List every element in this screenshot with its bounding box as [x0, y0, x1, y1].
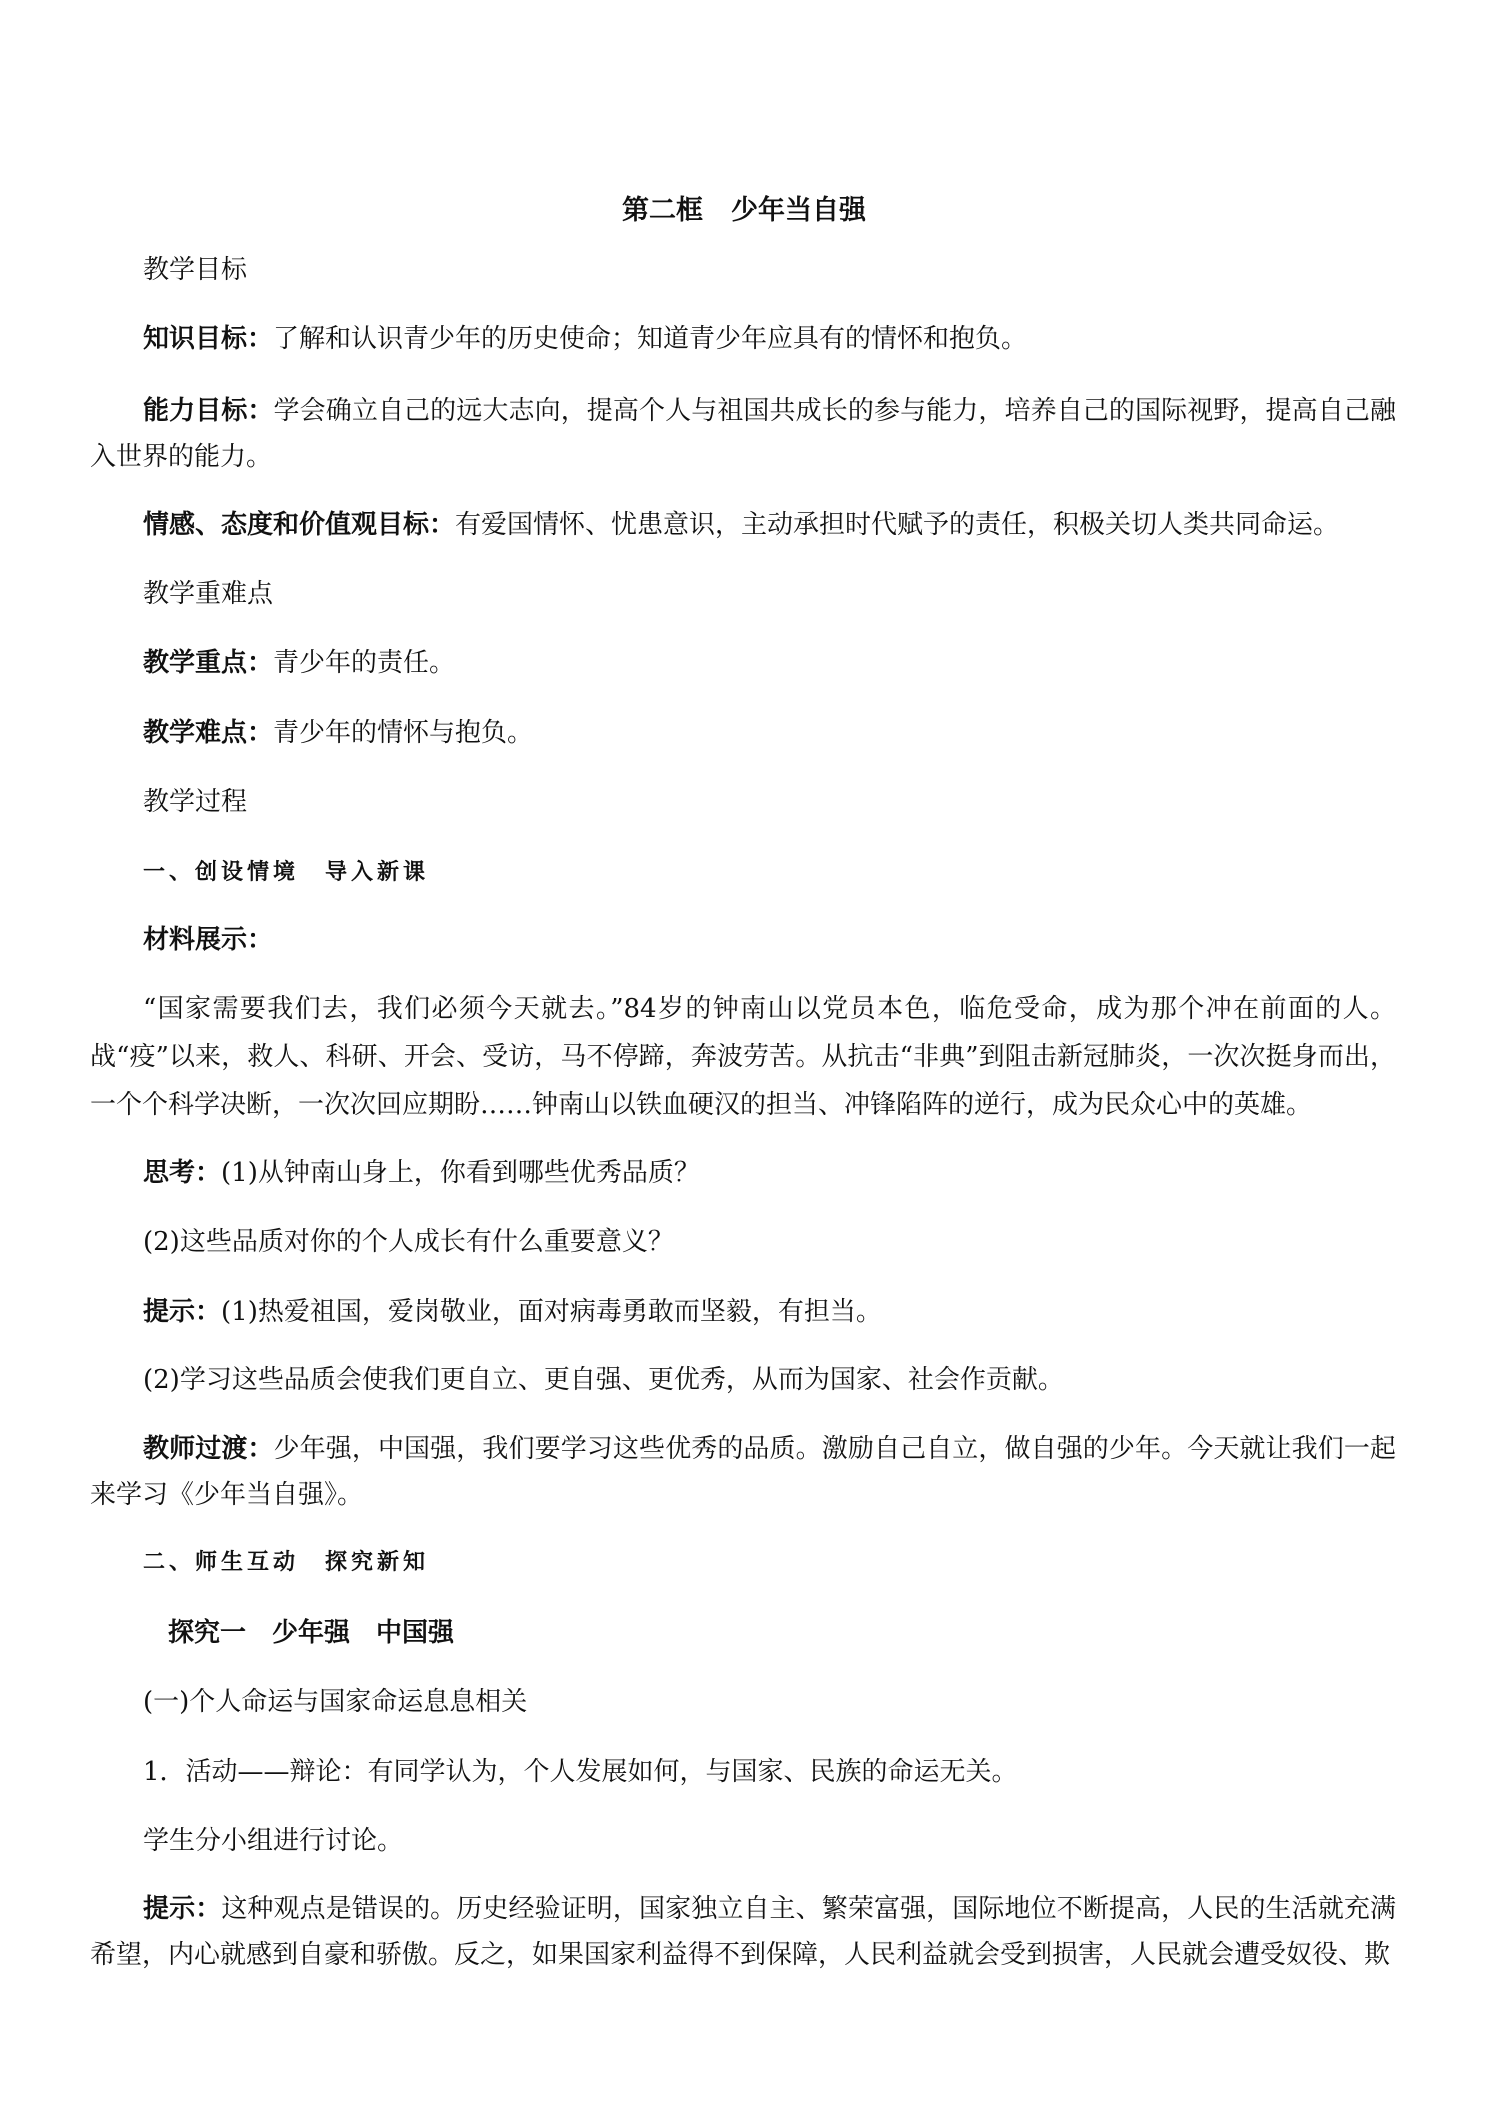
sub1-heading: (一)个人命运与国家命运息息相关: [143, 1687, 528, 1717]
transition-label: 教师过渡：: [143, 1434, 274, 1464]
key-point: [143, 650, 1449, 676]
knowledge-label: 知识目标：: [143, 324, 274, 354]
title-part-2: 少年当自强: [731, 195, 866, 226]
ability-text: 学会确立自己的远大志向，提高个人与祖国共成长的参与能力，培养自己的国际视野，提高自己融入世界的能力。: [90, 396, 1396, 472]
key-text: 青少年的责任。: [273, 648, 456, 678]
hard-label: 教学难点：: [143, 718, 274, 748]
emotion-text: 有爱国情怀、忧患意识，主动承担时代赋予的责任，积极关切人类共同命运。: [455, 510, 1340, 540]
hint-a1-text: (1)热爱祖国，爱岗敬业，面对病毒勇敢而坚毅，有担当。: [221, 1297, 882, 1327]
step1-heading: 一、创设情境 导入新课: [143, 860, 430, 885]
objectives-heading: 教学目标: [143, 255, 248, 285]
explore1-heading: 探究一 少年强 中国强: [168, 1618, 455, 1648]
think-q1-text: (1)从钟南山身上，你看到哪些优秀品质？: [221, 1158, 700, 1188]
group-text: 学生分小组进行讨论。: [143, 1826, 404, 1856]
think-q1: [143, 1160, 1449, 1186]
think-label: 思考：: [143, 1158, 222, 1188]
process-heading: 教学过程: [143, 787, 248, 817]
hint2-text: 这种观点是错误的。历史经验证明，国家独立自主、繁荣富强，国际地位不断提高，人民的生活就充满希望，内心就感到自豪和骄傲。反之，如果国家利益得不到保障，人民利益就会受到损害，人民就会遭受奴役、欺: [90, 1894, 1396, 1970]
hint-a1: [143, 1299, 1449, 1325]
hard-point: [143, 720, 1449, 746]
activity-text: 1．活动——辩论：有同学认为，个人发展如何，与国家、民族的命运无关。: [143, 1757, 1018, 1787]
difficulty-heading: 教学重难点: [143, 579, 274, 609]
teacher-transition: [90, 1426, 1396, 1518]
knowledge-objective: [143, 326, 1449, 352]
hint2-label: 提示：: [143, 1894, 222, 1924]
knowledge-text: 了解和认识青少年的历史使命；知道青少年应具有的情怀和抱负。: [273, 324, 1028, 354]
think-q2: (2)这些品质对你的个人成长有什么重要意义？: [143, 1227, 674, 1257]
hint2-paragraph: [90, 1886, 1396, 1978]
page-title: [0, 188, 1488, 227]
material-label: 材料展示：: [143, 925, 274, 955]
emotion-objective: [143, 512, 1449, 538]
hard-text: 青少年的情怀与抱负。: [273, 718, 534, 748]
hint-a2: (2)学习这些品质会使我们更自立、更自强、更优秀，从而为国家、社会作贡献。: [143, 1365, 1064, 1395]
ability-objective: [90, 388, 1396, 480]
step2-heading: 二、师生互动 探究新知: [143, 1550, 430, 1575]
key-label: 教学重点：: [143, 648, 274, 678]
title-part-1: 第二框: [622, 195, 703, 226]
ability-label: 能力目标：: [143, 396, 274, 426]
hint-label: 提示：: [143, 1297, 222, 1327]
material-text: “国家需要我们去，我们必须今天就去。”84岁的钟南山以党员本色，临危受命，成为那个冲在前面的人。战“疫”以来，救人、科研、开会、受访，马不停蹄，奔波劳苦。从抗击“非典”到阻击新冠肺炎，一次次挺身而出，一个个科学决断，一次次回应期盼……钟南山以铁血硬汉的担当、冲锋陷阵的逆行，成为民众心中的英雄。: [90, 994, 1396, 1120]
transition-text: 少年强，中国强，我们要学习这些优秀的品质。激励自己自立，做自强的少年。今天就让我们一起来学习《少年当自强》。: [90, 1434, 1396, 1510]
emotion-label: 情感、态度和价值观目标：: [143, 510, 456, 540]
